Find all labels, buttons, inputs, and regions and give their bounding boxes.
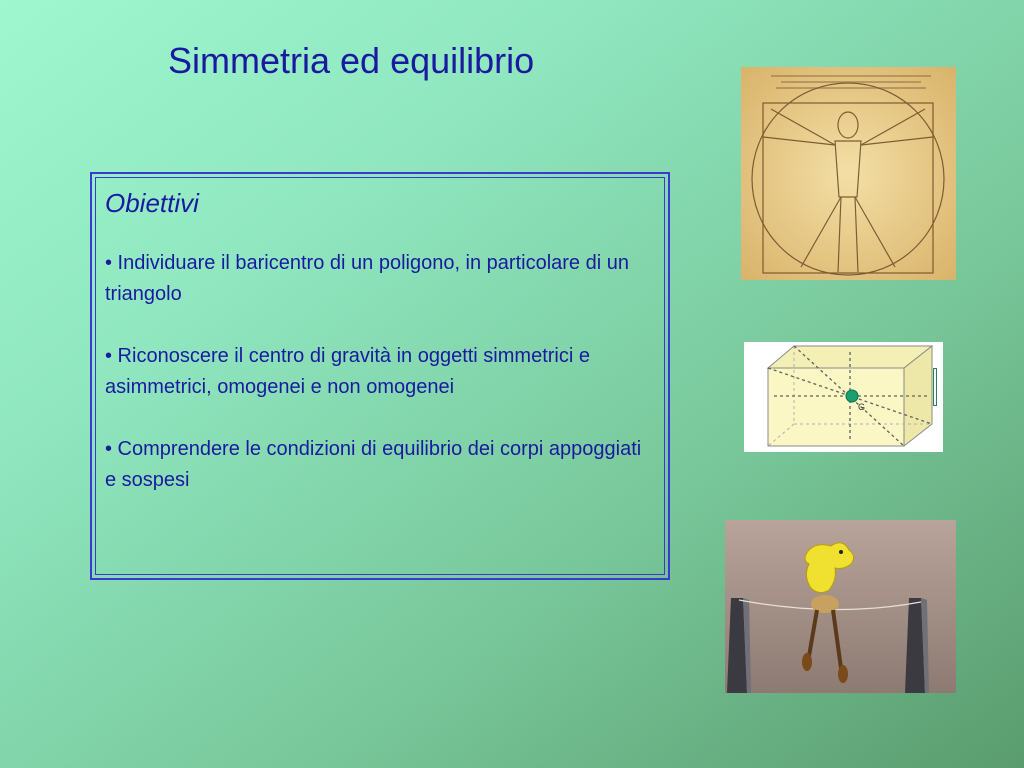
objective-item-baricentro: • Individuare il baricentro di un poligono, in particolare di un triangolo <box>105 252 629 305</box>
slide-title: Simmetria ed equilibrio <box>168 40 535 81</box>
vitruvian-man-image <box>741 67 956 280</box>
objective-item-centro-gravita: • Riconoscere il centro di gravità in oggetti simmetrici e asimmetrici, omogenei e non omogenei <box>105 345 590 398</box>
gravity-label: G <box>858 402 866 412</box>
cuboid-gravity-image <box>744 342 943 452</box>
side-marker <box>933 368 937 406</box>
objectives-box <box>90 172 670 580</box>
objectives-content <box>105 186 652 527</box>
objective-item-equilibrio: • Comprendere le condizioni di equilibrio dei corpi appoggiati e sospesi <box>105 438 642 491</box>
objectives-heading: Obiettivi <box>105 188 199 218</box>
balancing-toy-photo <box>725 520 956 693</box>
